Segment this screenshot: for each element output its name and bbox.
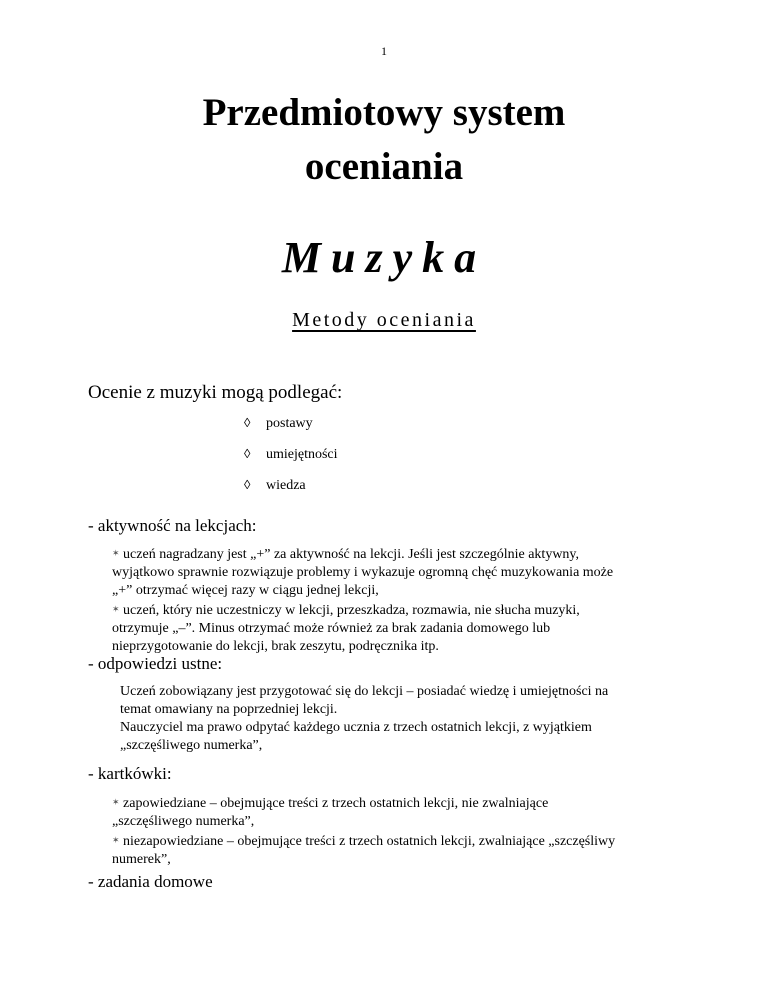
page-title-line-2: oceniania bbox=[304, 145, 464, 188]
section-body-oral: Uczeń zobowiązany jest przygotować się do lekcji – posiadać wiedzę i umiejętności na temat omawiany na poprzedniej lekcji. Nauczyciel ma prawo odpytać każdego ucznia z trzech ostatnich lekcji, z wyjątkiem „szczęśliwego numerka”, bbox=[120, 684, 609, 753]
section-body-activity: ✶ uczeń nagradzany jest „+” za aktywność na lekcji. Jeśli jest szczególnie aktywny, wyjątkowo sprawnie rozwiązuje problemy i wykazuje ogromną chęć muzykowania może „+” otrzymać więcej razy w ciągu jednej lekcji, ✶ uczeń, który nie uczestniczy w lekcji, przeszkadza, rozmawia, nie słucha muzyki, otrzymuje „–”. Minus otrzymać może również za brak zadania domowego lub nieprzygotowanie do lekcji, brak zeszytu, podręcznika itp. bbox=[112, 547, 614, 654]
diamond-bullet-icon: ◊ bbox=[244, 477, 251, 492]
star-bullet-icon: ✶ bbox=[112, 835, 120, 845]
section-heading-homework: - zadania domowe bbox=[88, 872, 213, 891]
section-heading-quizzes: - kartkówki: bbox=[88, 764, 172, 783]
methods-heading: Metody oceniania bbox=[292, 309, 476, 331]
page-title bbox=[0, 86, 768, 194]
section-heading-activity: - aktywność na lekcjach: bbox=[88, 516, 257, 535]
diamond-bullet-icon: ◊ bbox=[244, 415, 251, 430]
star-bullet-icon: ✶ bbox=[112, 548, 120, 558]
list-item: ◊ wiedza bbox=[244, 477, 306, 493]
diamond-bullet-icon: ◊ bbox=[244, 446, 251, 461]
list-item: ◊ postawy bbox=[244, 415, 313, 431]
page-number: 1 bbox=[381, 44, 387, 58]
section-heading-oral: - odpowiedzi ustne: bbox=[88, 654, 223, 673]
page-title-line-1: Przedmiotowy system bbox=[202, 91, 566, 134]
section-body-quizzes: ✶ zapowiedziane – obejmujące treści z trzech ostatnich lekcji, nie zwalniające „szczęśliwego numerka”, ✶ niezapowiedziane – obejmujące treści z trzech ostatnich lekcji, zwalniające „szczęśliwy numerek”, bbox=[112, 796, 616, 867]
subject-heading: Muzyka bbox=[281, 233, 487, 282]
star-bullet-icon: ✶ bbox=[112, 797, 120, 807]
intro-text: Ocenie z muzyki mogą podlegać: bbox=[88, 382, 343, 403]
list-item: ◊ umiejętności bbox=[244, 446, 338, 462]
star-bullet-icon: ✶ bbox=[112, 604, 120, 614]
assessment-areas-list bbox=[244, 414, 338, 507]
